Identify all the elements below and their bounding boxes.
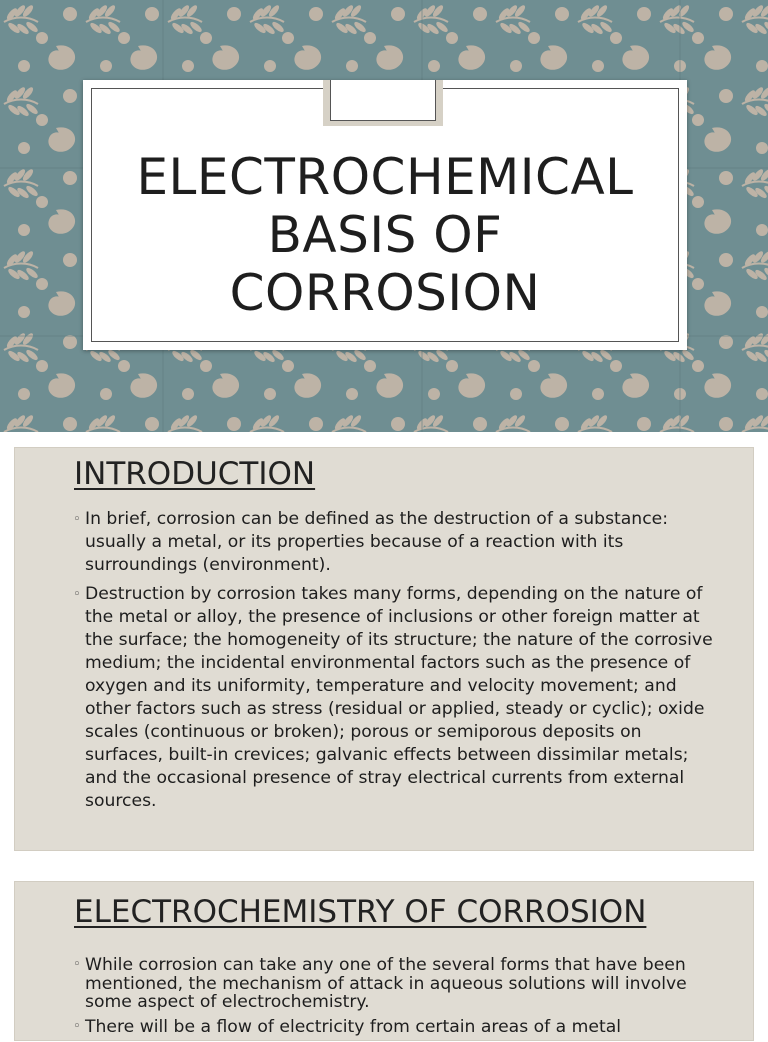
bullet-text: There will be a flow of electricity from certain areas of a metal [85,1016,622,1037]
bullet-icon: ◦ [73,512,81,527]
introduction-heading: INTRODUCTION [74,456,316,492]
electrochemistry-slide [14,881,754,1041]
presentation-title [83,148,687,322]
title-slide [0,0,768,432]
title-card-tab [323,80,443,126]
electrochemistry-bullet-list [73,956,713,1042]
list-item [73,508,713,577]
introduction-slide [14,447,754,851]
bullet-text: While corrosion can take any one of the several forms that have been mentioned, the mechanism of attack in aqueous solutions will involve some aspect of electrochemistry. [85,955,687,1012]
title-line-1: ELECTROCHEMICAL [136,148,634,206]
bullet-text: In brief, corrosion can be defined as the destruction of a substance: usually a metal, or its properties because of a reaction with its surroundings (environment). [85,509,669,575]
title-card-tab-inner [330,80,436,121]
title-line-3: CORROSION [229,264,541,322]
electrochemistry-heading: ELECTROCHEMISTRY OF CORROSION [74,894,647,930]
bullet-icon: ◦ [73,1018,81,1034]
list-item [73,956,713,1012]
bullet-icon: ◦ [73,587,81,602]
introduction-bullet-list [73,508,713,819]
title-line-2: BASIS OF [267,206,503,264]
list-item [73,1018,713,1037]
list-item [73,583,713,813]
bullet-icon: ◦ [73,957,81,972]
bullet-text: Destruction by corrosion takes many forms, depending on the nature of the metal or alloy, the presence of inclusions or other foreign matter at the surface; the homogeneity of its structure; the nature of the corrosive medium; the incidental environmental factors such as the presence of oxygen and its uniformity, temperature and velocity movement; and other factors such as stress (residual or applied, steady or cyclic); oxide scales (continuous or broken); porous or semiporous deposits on surfaces, built-in crevices; galvanic effects between dissimilar metals; and the occasional presence of stray electrical currents from external sources. [85,584,713,811]
